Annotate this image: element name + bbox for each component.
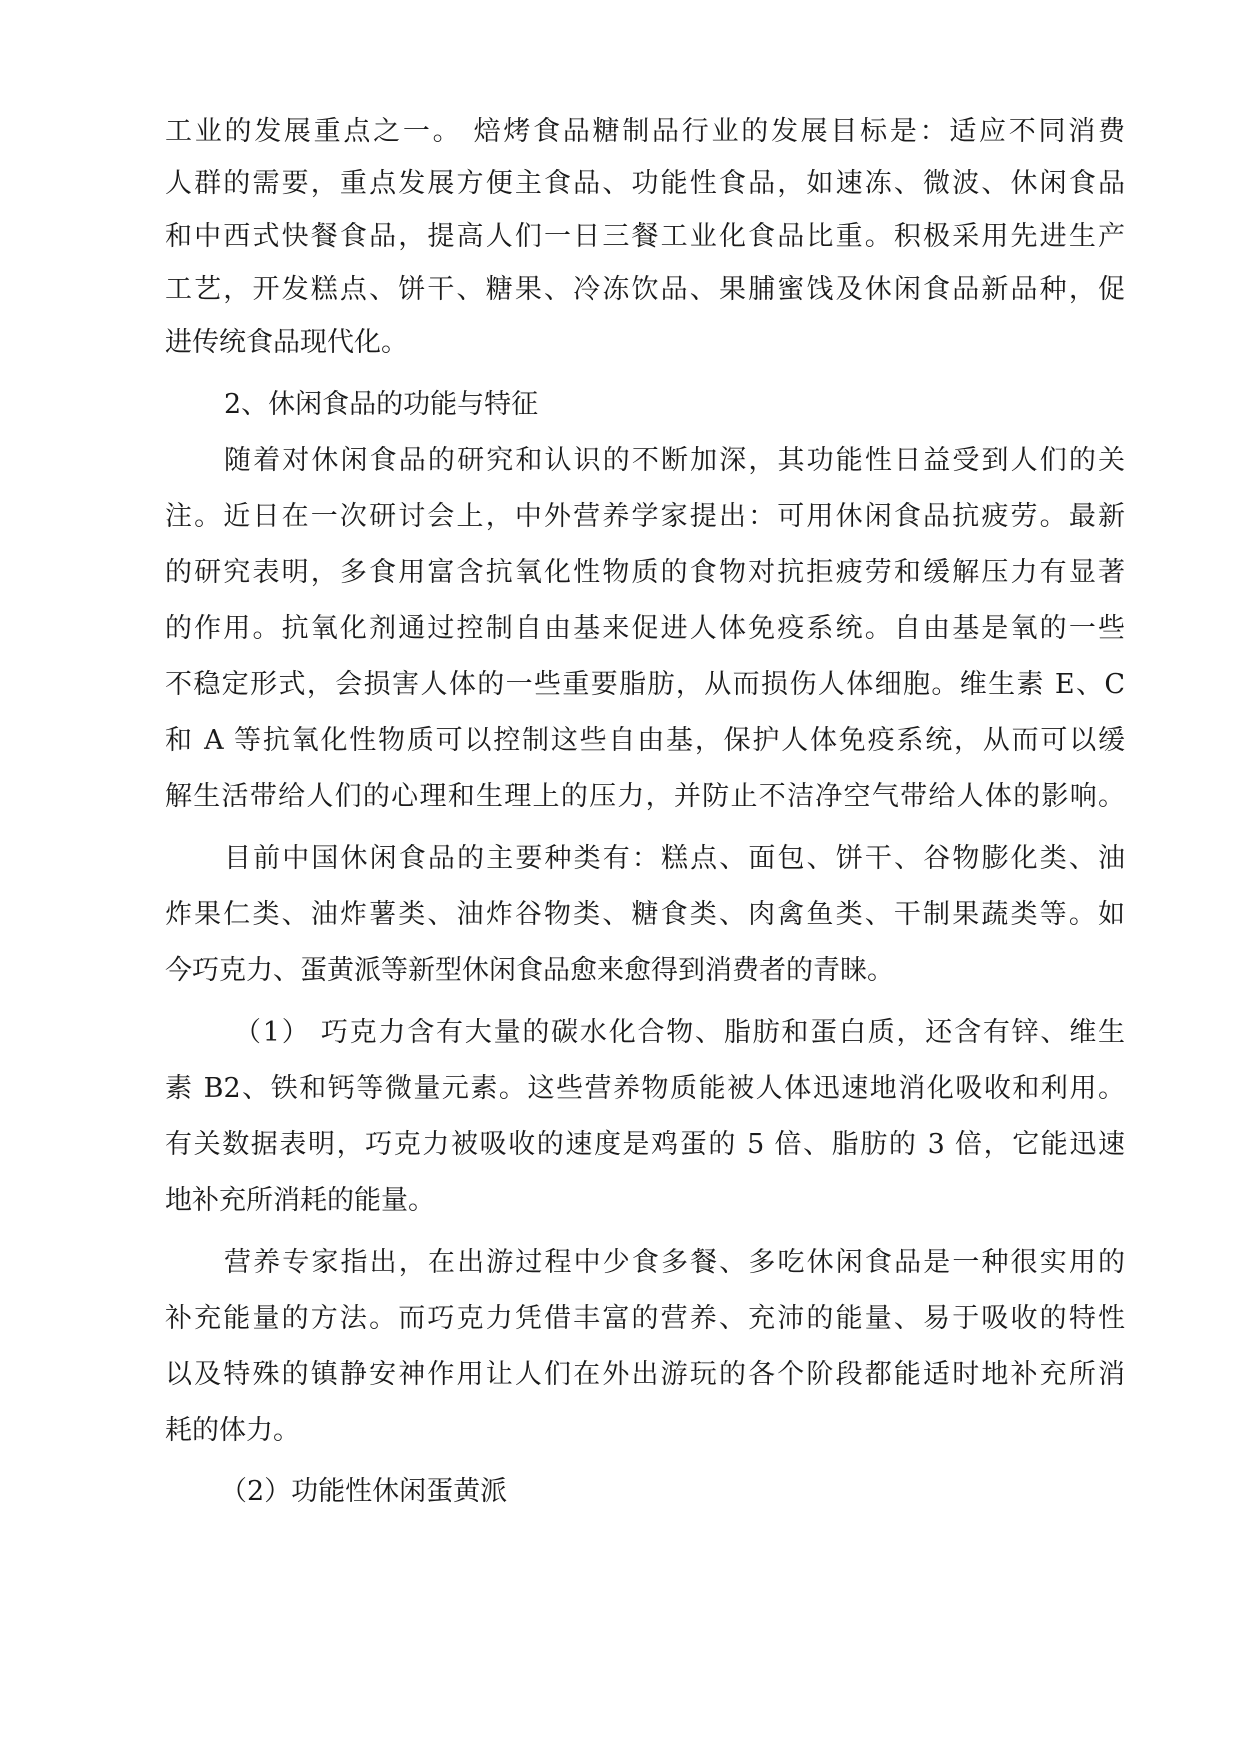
text-line: 目前中国休闲食品的主要种类有：糕点、面包、饼干、谷物膨化类、油 <box>224 843 1125 874</box>
text-line: 不稳定形式，会损害人体的一些重要脂肪，从而损伤人体细胞。维生素 E、C <box>165 669 1125 700</box>
text-line: 工业的发展重点之一。 焙烤食品糖制品行业的发展目标是：适应不同消费 <box>165 116 1125 147</box>
text-line: 耗的体力。 <box>165 1415 300 1446</box>
section-heading: 2、休闲食品的功能与特征 <box>224 389 539 420</box>
text-line: 人群的需要，重点发展方便主食品、功能性食品，如速冻、微波、休闲食品 <box>165 168 1125 199</box>
text-line: 随着对休闲食品的研究和认识的不断加深，其功能性日益受到人们的关 <box>224 445 1125 476</box>
text-line: 地补充所消耗的能量。 <box>165 1185 435 1216</box>
text-line: 素 B2、铁和钙等微量元素。这些营养物质能被人体迅速地消化吸收和利用。 <box>165 1073 1125 1104</box>
text-line: 今巧克力、蛋黄派等新型休闲食品愈来愈得到消费者的青睐。 <box>165 955 894 986</box>
text-line: 工艺，开发糕点、饼干、糖果、冷冻饮品、果脯蜜饯及休闲食品新品种，促 <box>165 274 1125 305</box>
text-line: 营养专家指出，在出游过程中少食多餐、多吃休闲食品是一种很实用的 <box>224 1247 1125 1278</box>
text-line: 补充能量的方法。而巧克力凭借丰富的营养、充沛的能量、易于吸收的特性 <box>165 1303 1125 1334</box>
text-line: （1） 巧克力含有大量的碳水化合物、脂肪和蛋白质，还含有锌、维生 <box>234 1017 1125 1048</box>
text-line: 的研究表明，多食用富含抗氧化性物质的食物对抗拒疲劳和缓解压力有显著 <box>165 557 1125 588</box>
text-line: 解生活带给人们的心理和生理上的压力，并防止不洁净空气带给人体的影响。 <box>165 781 1125 812</box>
text-line: 和中西式快餐食品，提高人们一日三餐工业化食品比重。积极采用先进生产 <box>165 221 1125 252</box>
text-line: 有关数据表明，巧克力被吸收的速度是鸡蛋的 5 倍、脂肪的 3 倍，它能迅速 <box>165 1129 1125 1160</box>
text-line: 以及特殊的镇静安神作用让人们在外出游玩的各个阶段都能适时地补充所消 <box>165 1359 1125 1390</box>
text-line: 炸果仁类、油炸薯类、油炸谷物类、糖食类、肉禽鱼类、干制果蔬类等。如 <box>165 899 1125 930</box>
text-line: 和 A 等抗氧化性物质可以控制这些自由基，保护人体免疫系统，从而可以缓 <box>165 725 1125 756</box>
text-line: 注。近日在一次研讨会上，中外营养学家提出：可用休闲食品抗疲劳。最新 <box>165 501 1125 532</box>
text-line: 进传统食品现代化。 <box>165 327 408 358</box>
text-line: 的作用。抗氧化剂通过控制自由基来促进人体免疫系统。自由基是氧的一些 <box>165 613 1125 644</box>
section-heading: （2）功能性休闲蛋黄派 <box>220 1476 508 1507</box>
